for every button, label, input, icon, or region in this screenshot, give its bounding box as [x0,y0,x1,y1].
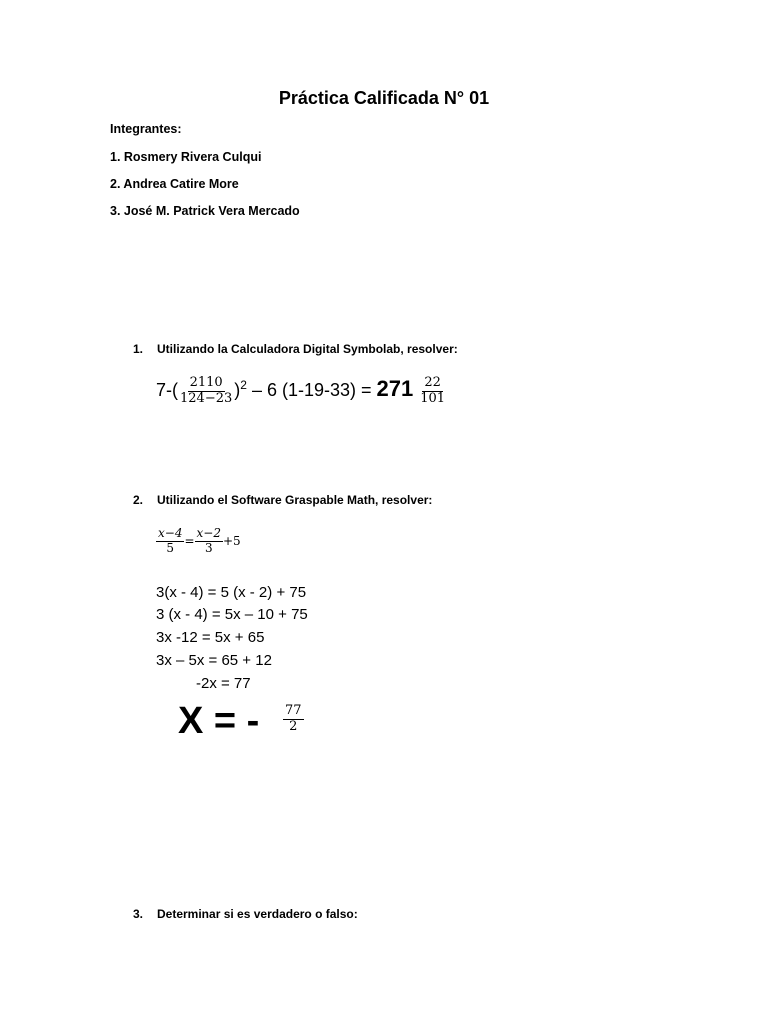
result-whole: 271 [376,376,414,402]
expr-prefix: 7-( [156,380,178,401]
question-1-text: Utilizando la Calculadora Digital Symbolab, resolver: [157,342,458,356]
eq-right-fraction [195,527,223,556]
expr-fraction-denominator: 124−23 [180,390,233,406]
step-3: 3x -12 = 5x + 65 [156,629,265,646]
eq-left-fraction [156,527,184,556]
step-1: 3(x - 4) = 5 (x - 2) + 75 [156,584,307,601]
eq-left-numerator: x−4 [158,526,183,540]
member-2: 2. Andrea Catire More [110,177,239,191]
expr-close: ) [234,380,241,401]
page-title: Práctica Calificada N° 01 [278,88,490,108]
eq-sign: = [184,533,195,548]
result-fraction [418,376,447,407]
eq-plus: +5 [223,533,241,548]
expr-exponent: 2 [240,378,247,393]
question-2-equation [156,527,241,556]
question-3-number: 3. [133,907,144,921]
final-denominator: 2 [289,718,298,734]
result-denominator: 101 [420,390,446,406]
eq-right-numerator: x−2 [196,526,221,540]
step-4: 3x – 5x = 65 + 12 [156,652,272,669]
final-numerator: 77 [285,703,302,718]
eq-left-denominator: 5 [166,540,175,555]
question-1-number: 1. [133,342,144,356]
step-2: 3 (x - 4) = 5x – 10 + 75 [156,606,308,623]
expr-fraction [178,376,234,407]
member-1: 1. Rosmery Rivera Culqui [110,150,262,164]
member-3: 3. José M. Patrick Vera Mercado [110,204,300,218]
final-answer: X = - [178,700,260,742]
integrantes-label: Integrantes: [110,122,182,136]
question-2-number: 2. [133,493,144,507]
final-answer-fraction [283,704,304,735]
expr-rest: – 6 (1-19-33) = [246,380,377,401]
question-1-expression [156,376,447,407]
result-numerator: 22 [424,375,441,390]
question-3-text: Determinar si es verdadero o falso: [157,907,358,921]
expr-fraction-numerator: 2110 [189,375,223,390]
eq-right-denominator: 3 [204,540,213,555]
question-2-text: Utilizando el Software Graspable Math, resolver: [157,493,433,507]
step-5: -2x = 77 [196,675,251,692]
